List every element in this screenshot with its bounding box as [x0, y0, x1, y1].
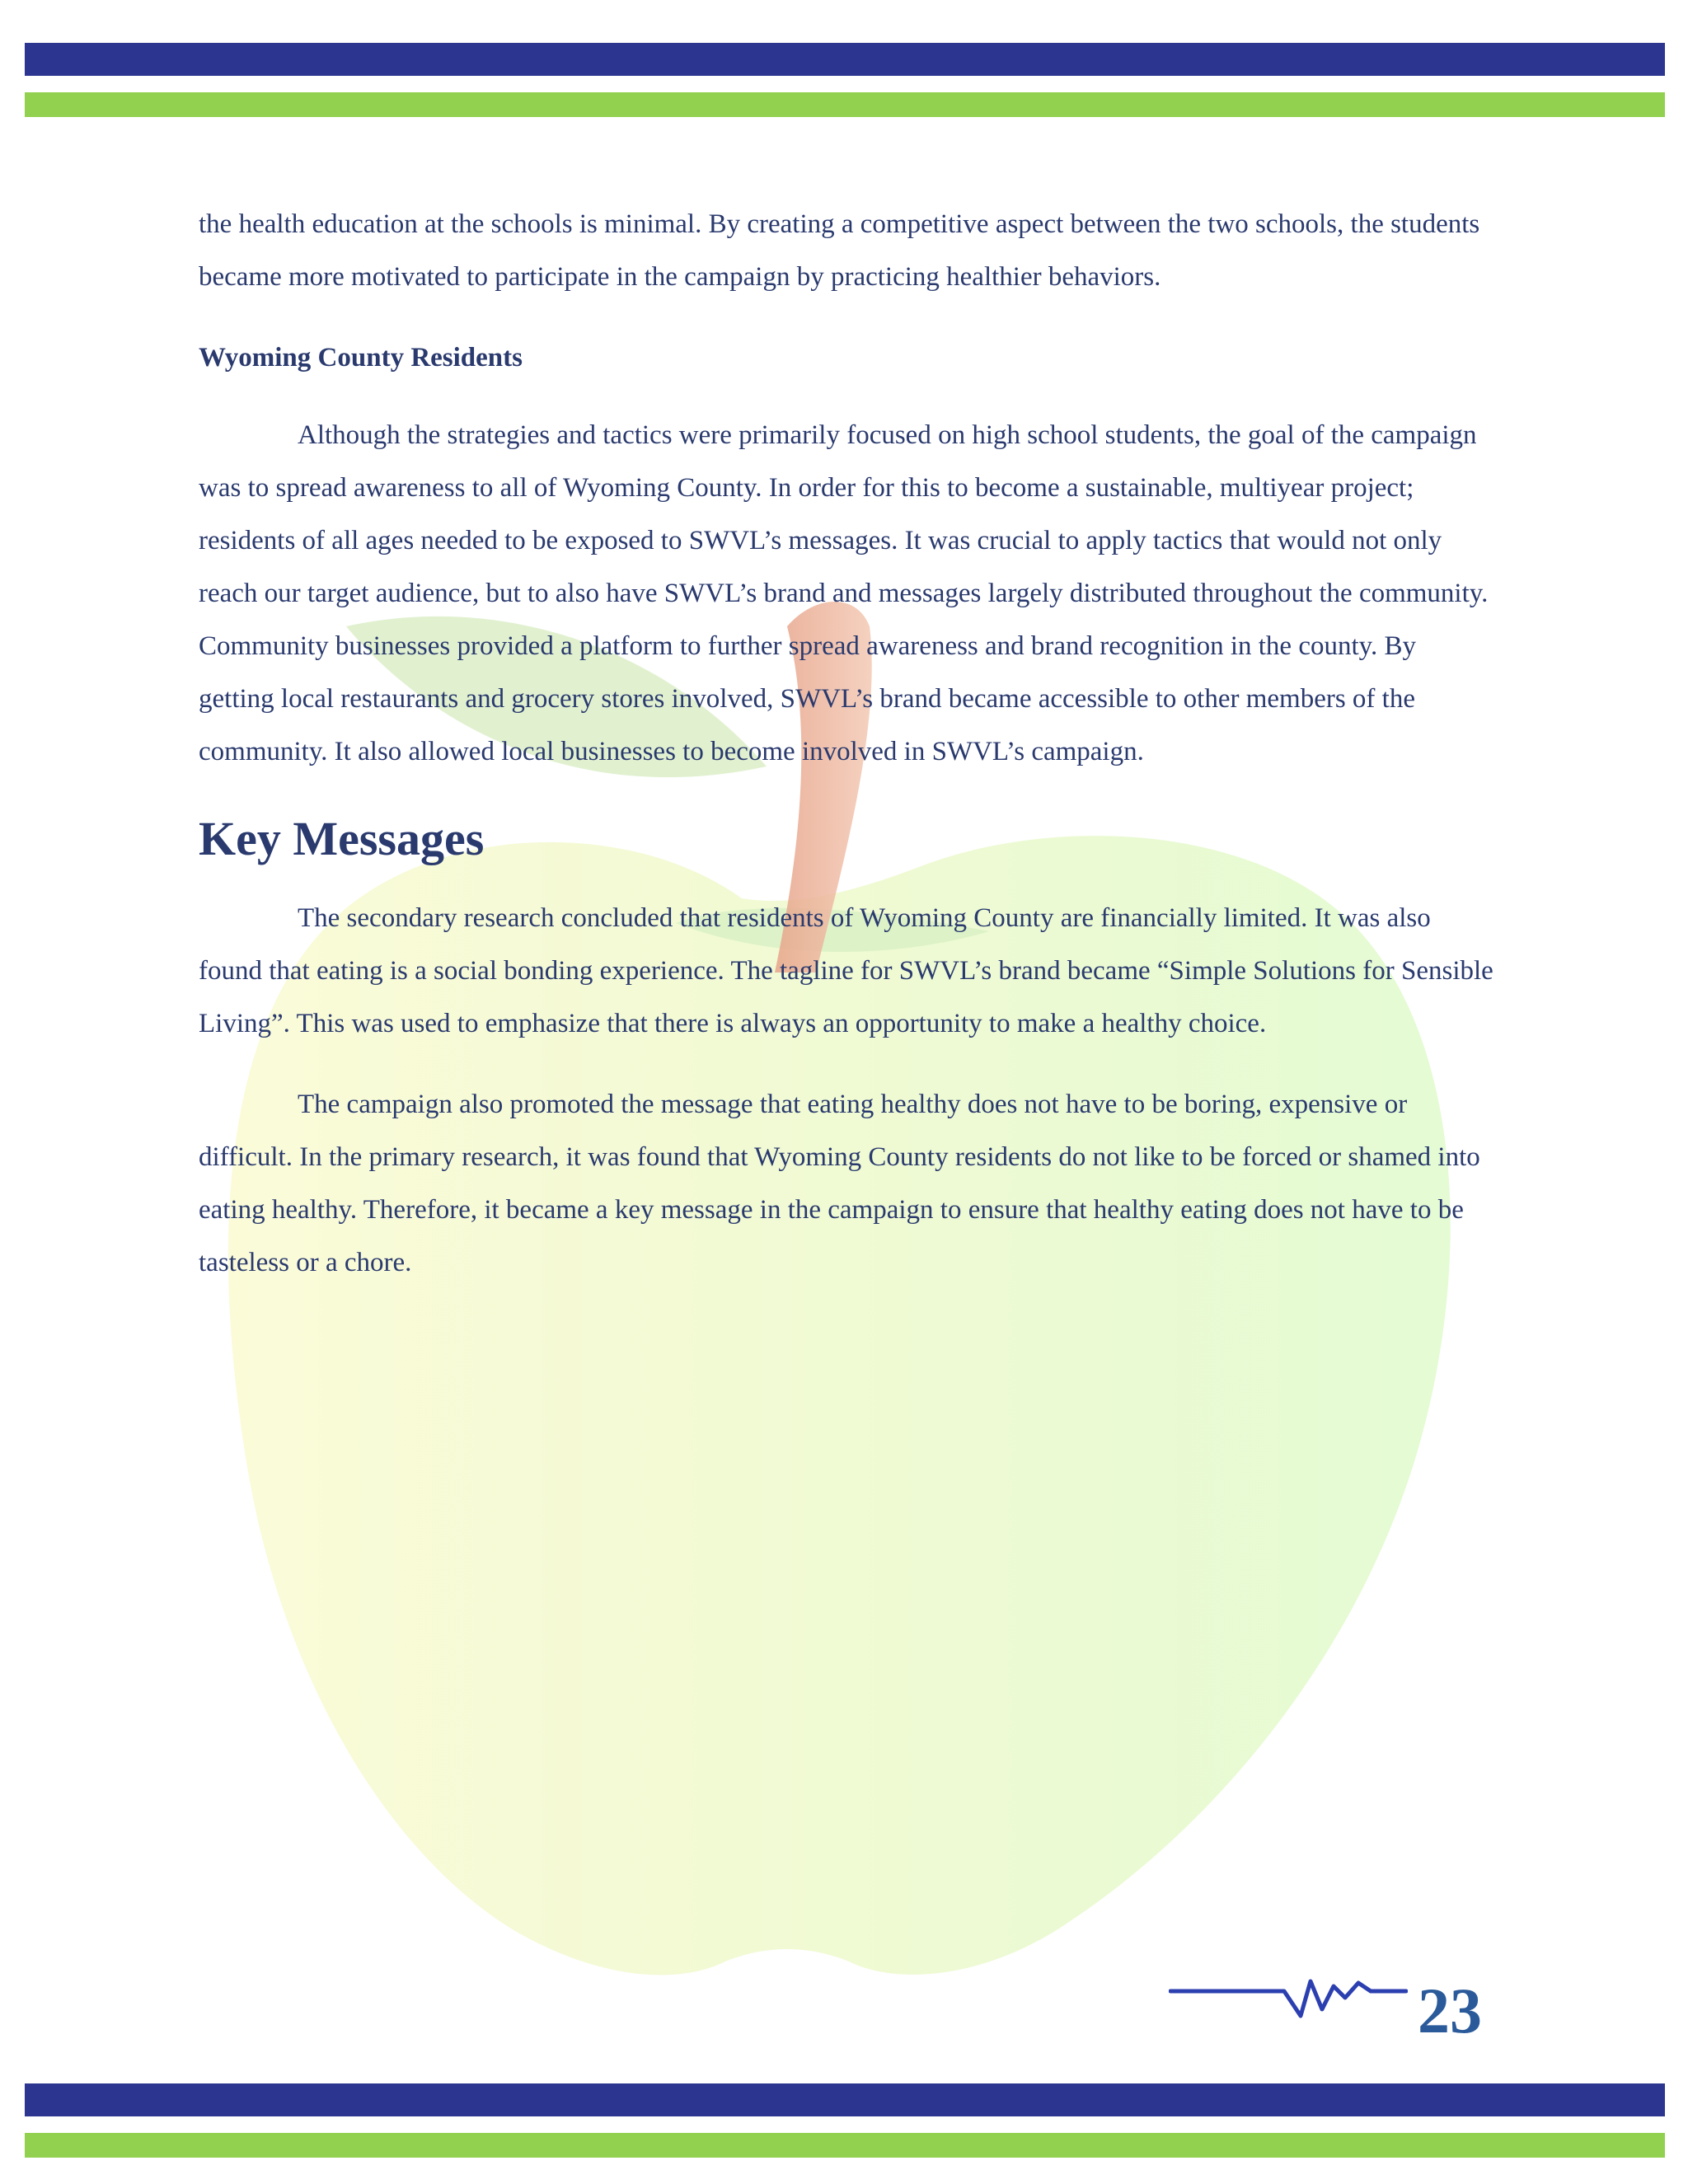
body-text — [199, 198, 1497, 1317]
paragraph-key-messages-2: The campaign also promoted the message that eating healthy does not have to be boring, expensive or difficult. In the primary research, it was found that Wyoming County residents do not like to be forced or shamed into eating healthy. Therefore, it became a key message in the campaign to ensure that healthy eating does not have to be tasteless or a chore. — [199, 1090, 1480, 1277]
paragraph-key-messages-1: The secondary research concluded that residents of Wyoming County are financially limited. It was also found that eating is a social bonding experience. The tagline for SWVL’s brand became “Simple Solutions for Sensible Living”. This was used to emphasize that there is always an opportunity to make a healthy choice. — [199, 903, 1493, 1038]
section-subheading: Wyoming County Residents — [199, 343, 523, 373]
bottom-green-bar — [25, 2133, 1665, 2158]
section-heading: Key Messages — [199, 812, 485, 865]
bottom-blue-bar — [25, 2083, 1665, 2116]
paragraph-continued: the health education at the schools is minimal. By creating a competitive aspect between the two schools, the students became more motivated to participate in the campaign by practicing healthier behaviors. — [199, 209, 1480, 292]
page-number: 23 — [1418, 1975, 1482, 2046]
heartbeat-line-icon — [1169, 1970, 1408, 2027]
paragraph-residents: Although the strategies and tactics were primarily focused on high school students, the goal of the campaign was to spread awareness to all of Wyoming County. In order for this to become a sustainable, multiyear project; residents of all ages needed to be exposed to SWVL’s messages. It was crucial to apply tactics that would not only reach our target audience, but to also have SWVL’s brand and messages largely distributed throughout the community. Community businesses provided a platform to further spread awareness and brand recognition in the county. By getting local restaurants and grocery stores involved, SWVL’s brand became accessible to other members of the community. It also allowed local businesses to become involved in SWVL’s campaign. — [199, 420, 1489, 766]
